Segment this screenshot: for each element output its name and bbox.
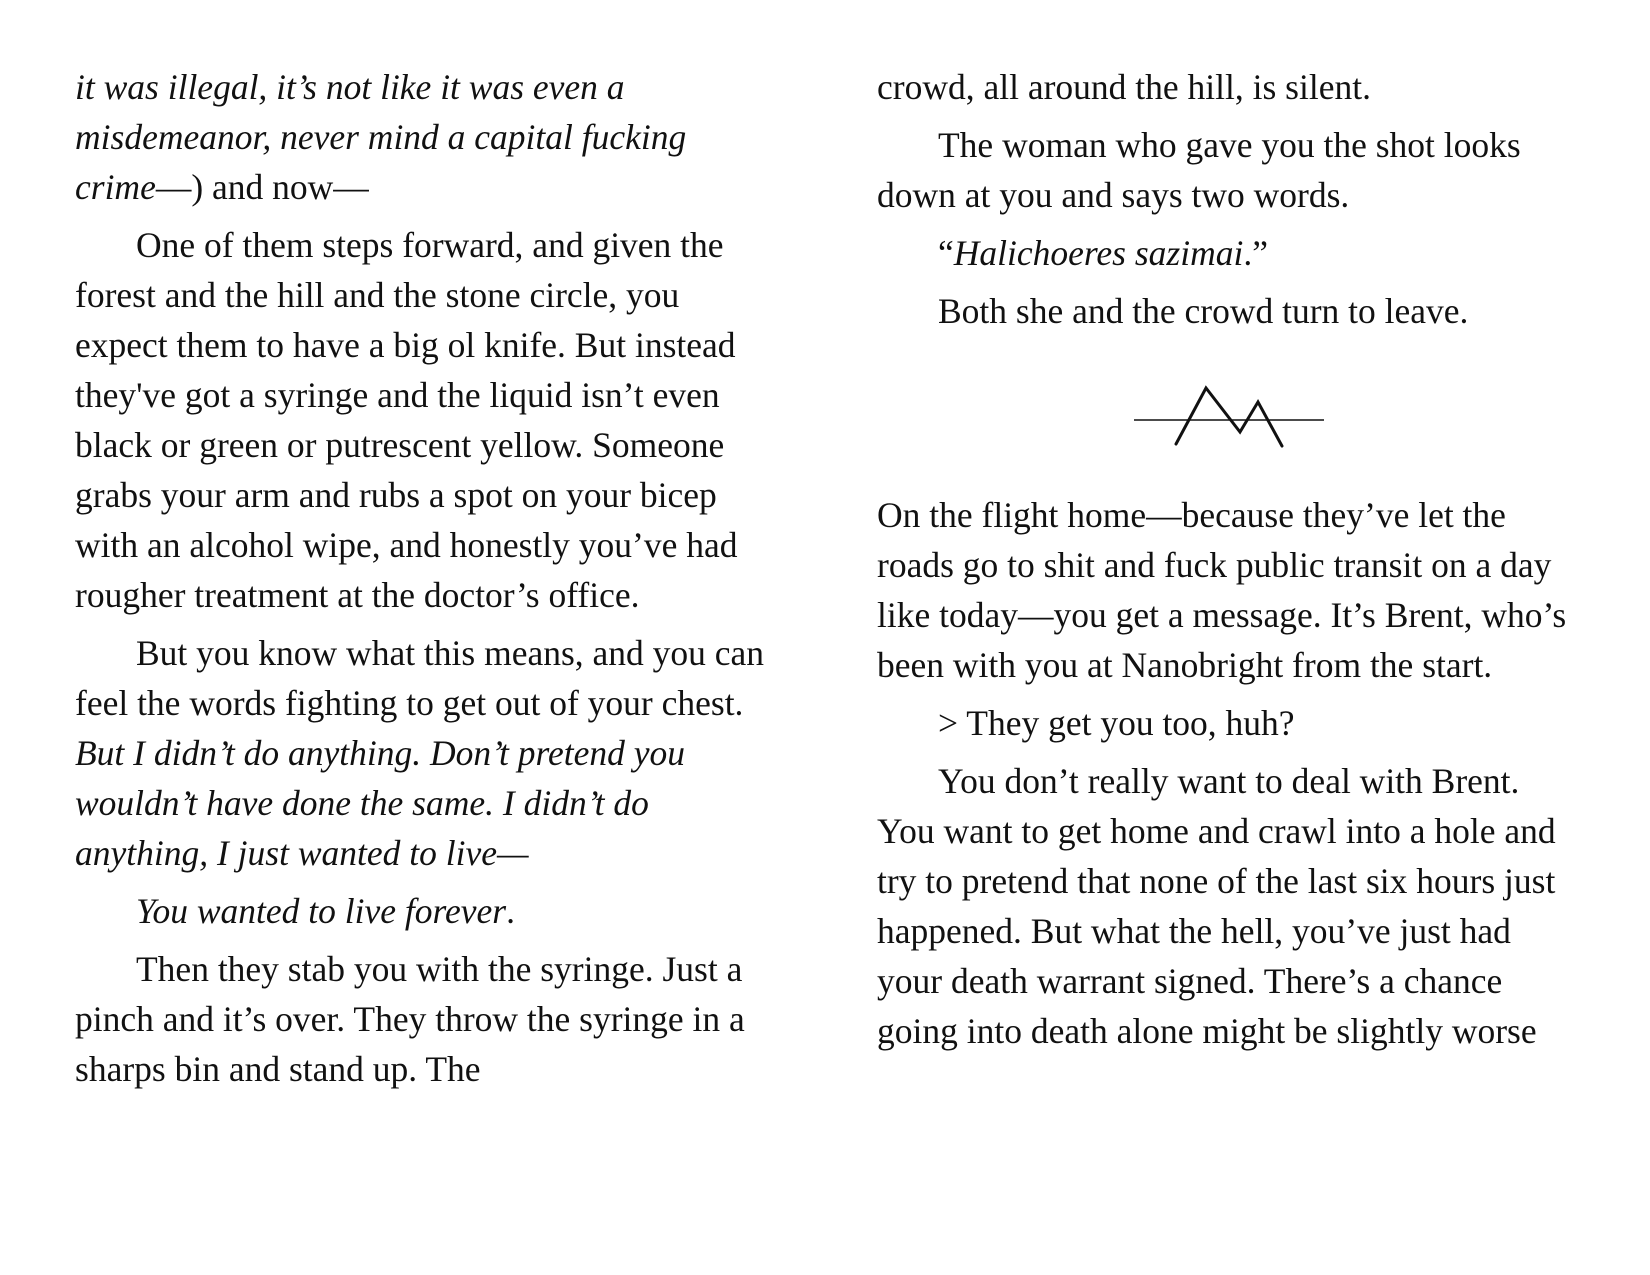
paragraph-crowd-silent: crowd, all around the hill, is silent. <box>877 67 1371 107</box>
paragraph-stab: Then they stab you with the syringe. Just a pinch and it’s over. They throw the syringe in a sharps bin and stand up. The <box>75 949 745 1089</box>
section-break <box>877 380 1577 490</box>
quote-mark: .” <box>1243 233 1268 273</box>
paragraph-continuation <box>75 62 775 212</box>
left-column <box>75 62 775 1102</box>
paragraph-words <box>75 628 775 878</box>
paragraph-message: > They get you too, huh? <box>938 703 1295 743</box>
italic-species-name: Halichoeres sazimai <box>953 233 1244 273</box>
italic-inner-thought: You wanted to live forever <box>136 891 507 931</box>
paragraph-syringe: One of them steps forward, and given the forest and the hill and the stone circle, you expect them to have a big ol knife. But instead they've got a syringe and the liquid isn’t even black or green or putrescent yellow. Someone grabs your arm and rubs a spot on your bicep with an alcohol wipe, and honestly you’ve had rougher treatment at the doctor’s office. <box>75 225 738 615</box>
paragraph-text: But you know what this means, and you can feel the words fighting to get out of your chest. <box>75 633 765 723</box>
paragraph-flight-home: On the flight home—because they’ve let the roads go to shit and fuck public transit on a day like today—you get a message. It’s Brent, who’s been with you at Nanobright from the start. <box>877 495 1567 685</box>
mountain-peaks-ornament-icon <box>1134 380 1324 450</box>
paragraph-live-forever <box>75 886 775 936</box>
right-column <box>877 62 1577 1064</box>
paragraph-text: —) and now— <box>155 167 369 207</box>
paragraph-leave: Both she and the crowd turn to leave. <box>938 291 1469 331</box>
italic-inner-thought: it was illegal, it’s not like it was even a misdemeanor, never mind a capital fucking crime <box>75 67 687 207</box>
quote-mark: “ <box>938 233 954 273</box>
paragraph-quote <box>877 228 1577 278</box>
paragraph-woman: The woman who gave you the shot looks down at you and says two words. <box>877 125 1521 215</box>
paragraph-brent: You don’t really want to deal with Brent. You want to get home and crawl into a hole and try to pretend that none of the last six hours just happened. But what the hell, you’ve just had your death warrant signed. There’s a chance going into death alone might be slightly worse <box>877 761 1556 1051</box>
italic-inner-thought: But I didn’t do anything. Don’t pretend you wouldn’t have done the same. I didn’t do anything, I just wanted to live— <box>75 733 685 873</box>
paragraph-text: . <box>506 891 515 931</box>
